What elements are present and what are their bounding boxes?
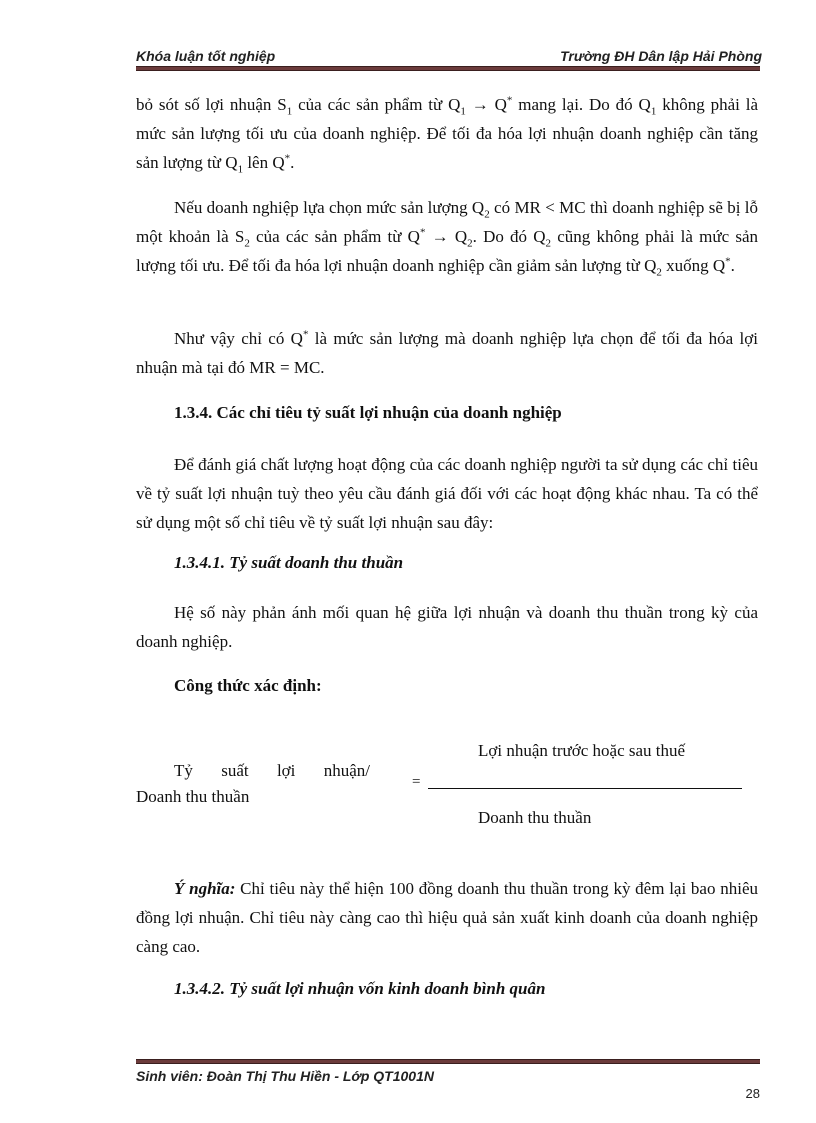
footer-student: Sinh viên: Đoàn Thị Thu Hiền - Lớp QT1001N xyxy=(136,1068,434,1084)
text-run: . Do đó Q xyxy=(472,227,546,246)
footer-rule xyxy=(136,1059,760,1064)
formula-denominator: Doanh thu thuần xyxy=(478,808,592,827)
formula-heading: Công thức xác định: xyxy=(174,676,322,695)
formula-fraction-bar xyxy=(428,788,742,789)
formula-left-line2: Doanh thu thuần xyxy=(136,787,250,806)
text-run: → Q xyxy=(425,227,468,246)
text-run: cũng không phải là mức sản lượng tối ưu. Để tối đa hóa lợi nhuận doanh nghiệp cần giảm sản lượng từ Q xyxy=(136,227,758,275)
text-run: . xyxy=(730,256,735,275)
text-run: Như vậy chỉ có Q xyxy=(174,329,303,348)
header-left-strong: Khóa luậ xyxy=(136,48,196,64)
superscript: * xyxy=(506,94,513,107)
formula-word: nhuận/ xyxy=(323,761,370,780)
formula-word: suất xyxy=(221,761,249,780)
text-run: . xyxy=(290,153,295,172)
header-rule xyxy=(136,66,760,71)
meaning-label: Ý nghĩa: xyxy=(174,879,236,898)
paragraph-2 xyxy=(136,193,758,280)
paragraph-5: Hệ số này phản ánh mối quan hệ giữa lợi nhuận và doanh thu thuần trong kỳ của doanh nghiệp. xyxy=(136,603,758,651)
subscript: 2 xyxy=(467,237,473,250)
superscript: * xyxy=(725,255,731,268)
header-right: Trường ĐH Dân lập Hải Phòng xyxy=(560,48,762,64)
paragraph-3 xyxy=(136,324,758,382)
subscript: 1 xyxy=(460,105,466,118)
formula-word: Tỷ xyxy=(174,761,193,780)
paragraph-1 xyxy=(136,90,758,177)
text-run: của các sản phẩm từ Q xyxy=(249,227,420,246)
formula-left-line1 xyxy=(136,758,370,784)
subscript: 2 xyxy=(656,266,662,279)
section-heading-1-3-4-1: 1.3.4.1. Tỷ suất doanh thu thuần xyxy=(174,553,404,572)
text-run: xuống Q xyxy=(661,256,726,275)
text-run: là mức sản lượng mà doanh nghiệp lựa chọn để tối đa hóa lợi nhuận mà tại đó MR = MC. xyxy=(136,329,758,377)
section-heading-1-3-4: 1.3.4. Các chỉ tiêu tỷ suất lợi nhuận của doanh nghiệp xyxy=(174,403,562,422)
text-run: có MR < MC thì doanh nghiệp sẽ bị lỗ một khoản là S xyxy=(136,198,758,246)
formula-numerator: Lợi nhuận trước hoặc sau thuế xyxy=(478,741,686,760)
header-left xyxy=(136,48,275,64)
formula-left-side xyxy=(136,758,370,810)
superscript: * xyxy=(419,226,426,239)
page-number: 28 xyxy=(745,1086,760,1101)
meaning-paragraph xyxy=(136,874,758,961)
text-run: mang lại. Do đó Q xyxy=(512,95,651,114)
superscript: * xyxy=(284,152,291,165)
text-run: → Q xyxy=(465,95,507,114)
text-run: của các sản phẩm từ Q xyxy=(292,95,461,114)
paragraph-4: Để đánh giá chất lượng hoạt động của các doanh nghiệp người ta sử dụng các chỉ tiêu về tỷ suất lợi nhuận tuỳ theo yêu cầu đánh giá đối với các hoạt động khác nhau. Ta có thể sử dụng một số chỉ tiêu về tỷ suất lợi nhuận sau đây: xyxy=(136,455,758,532)
superscript: * xyxy=(302,328,309,341)
text-run: lên Q xyxy=(243,153,285,172)
text-run: không phải là mức sản lượng tối ưu của doanh nghiệp. Để tối đa hóa lợi nhuận doanh nghiệp cần tăng sản lượng từ Q xyxy=(136,95,758,172)
formula-word: lợi xyxy=(276,761,296,780)
text-run: Nếu doanh nghiệp lựa chọn mức sản lượng Q xyxy=(174,198,485,217)
formula-equals: = xyxy=(412,774,421,790)
subscript: 2 xyxy=(545,237,552,250)
subscript: 1 xyxy=(286,105,293,118)
subscript: 1 xyxy=(650,105,657,118)
meaning-text: Chỉ tiêu này thể hiện 100 đồng doanh thu thuần trong kỳ đêm lại bao nhiêu đồng lợi nhuận. Chỉ tiêu này càng cao thì hiệu quả sản xuất kinh doanh của doanh nghiệp càng cao. xyxy=(136,879,758,956)
header-left-rest: n tốt nghiệp xyxy=(195,48,276,64)
subscript: 2 xyxy=(244,237,250,250)
subscript: 1 xyxy=(237,163,244,176)
text-run: bỏ sót số lợi nhuận S xyxy=(136,95,287,114)
subscript: 2 xyxy=(484,208,490,221)
section-heading-1-3-4-2: 1.3.4.2. Tỷ suất lợi nhuận vốn kinh doanh bình quân xyxy=(174,979,546,998)
